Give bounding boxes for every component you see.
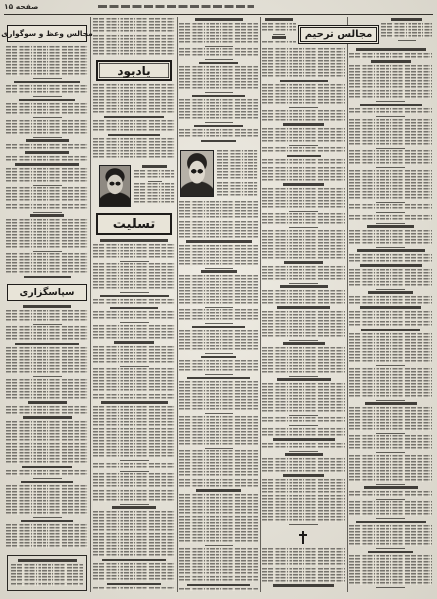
notice-separator [376, 148, 405, 149]
notice-body-text [6, 524, 88, 548]
notice-body-text [6, 347, 88, 374]
notice-name-line [19, 99, 75, 102]
notice-body-text [179, 129, 258, 138]
column-text-region [11, 559, 83, 587]
notice-name-line [284, 261, 323, 264]
notice-body-text [93, 120, 175, 132]
notice-name-line [14, 81, 80, 84]
notice-name-line [186, 240, 252, 243]
notice-name-line [283, 123, 324, 126]
notice-separator [289, 340, 318, 341]
notice-name-line [364, 486, 418, 489]
notice-separator [376, 212, 405, 213]
notice-body-text [179, 588, 258, 591]
column-text-region [349, 48, 432, 591]
notice-body-text [179, 548, 258, 575]
column-text-region [6, 46, 88, 280]
notice-separator [289, 425, 318, 426]
notice-body-text [93, 244, 175, 259]
notice-separator [205, 268, 233, 269]
notice-separator [289, 283, 318, 284]
notice-separator [205, 92, 233, 93]
notice-name-line [192, 326, 245, 329]
notice-name-line [100, 239, 168, 242]
notice-body-text [262, 84, 345, 105]
notice-separator [120, 504, 149, 505]
notice-name-line [285, 453, 323, 456]
notice-body-text [349, 501, 432, 516]
notice-body-text [93, 587, 175, 590]
notice-name-line [199, 62, 238, 65]
notice-name-line [100, 295, 169, 298]
notice-separator [33, 78, 62, 79]
notice-body-text [179, 309, 258, 321]
notice-body-text [349, 90, 432, 99]
notice-name-line [110, 307, 158, 310]
section-heading-condolence-gatherings [298, 25, 379, 44]
notice-name-line [273, 584, 334, 587]
notice-separator [33, 251, 62, 252]
notice-separator [33, 96, 62, 97]
notice-body-text [93, 463, 175, 469]
section-heading-text: مجالس وعظ و سوگواری [1, 29, 93, 38]
column-text-region [262, 548, 345, 591]
notice-name-line [360, 104, 422, 107]
header-rule [4, 14, 433, 15]
column-text-region [93, 18, 175, 57]
notice-body-text [262, 188, 345, 209]
notice-separator [205, 413, 233, 414]
notice-separator [289, 451, 318, 452]
notice-body-text [349, 368, 432, 398]
notice-body-text [262, 428, 345, 437]
notice-separator [376, 116, 405, 117]
notice-name-line [101, 401, 168, 404]
section-heading-text: سپاسگزاری [19, 287, 75, 298]
notice-body-text [6, 156, 88, 162]
column-text-region [6, 305, 88, 552]
notice-body-text [93, 563, 175, 581]
notice-body-text [93, 263, 175, 290]
notice-name-line [25, 151, 69, 154]
notice-body-text [179, 221, 258, 239]
column-text-region [179, 18, 258, 146]
notice-body-text [262, 128, 345, 143]
notice-body-text [93, 533, 175, 557]
notice-body-text [262, 266, 345, 281]
notice-body-text [349, 555, 432, 585]
notice-body-text [262, 23, 296, 32]
page-number: صفحه ۱۵ [4, 2, 39, 11]
notice-separator [33, 517, 62, 518]
notice-body-text [262, 479, 345, 494]
notice-separator [120, 471, 149, 472]
notice-body-text [93, 325, 175, 340]
notice-separator [120, 292, 149, 293]
notice-name-line [201, 356, 236, 359]
notice-body-text [6, 85, 88, 94]
notice-separator [376, 452, 405, 453]
notice-body-text [6, 379, 88, 400]
notice-name-line [18, 559, 77, 562]
notice-body-text [349, 296, 432, 305]
notice-separator [376, 400, 405, 401]
notice-name-line [280, 285, 328, 288]
notice-name-line [356, 48, 426, 51]
notice-name-line [391, 18, 422, 21]
notice-body-text [179, 48, 258, 57]
notice-body-text [349, 525, 432, 546]
notice-body-text [349, 311, 432, 320]
notice-body-text [134, 170, 175, 179]
notice-name-line [196, 489, 241, 492]
notice-name-line [15, 343, 79, 346]
notice-body-text [179, 416, 258, 446]
notice-name-line [371, 60, 411, 63]
notice-name-line [26, 139, 69, 142]
notice-body-text [349, 204, 432, 210]
section-heading-condolences [96, 213, 172, 235]
notice-name-line [22, 466, 72, 469]
notice-separator [205, 448, 233, 449]
notice-separator [33, 117, 62, 118]
notice-body-text [349, 150, 432, 165]
notice-separator [398, 40, 416, 41]
notice-body-text [93, 84, 175, 114]
notice-body-text [262, 443, 345, 449]
column-text-region [262, 18, 296, 45]
notice-body-text [179, 360, 258, 372]
notice-body-text [349, 269, 432, 287]
notice-separator [205, 307, 233, 308]
notice-body-text [262, 417, 345, 423]
column-text-region [381, 18, 432, 45]
notice-separator [120, 460, 149, 461]
notice-name-line [283, 474, 324, 477]
notice-body-text [93, 35, 175, 56]
notice-name-line [192, 95, 245, 98]
notice-name-line [194, 125, 243, 128]
notice-separator [289, 376, 318, 377]
notice-body-text [6, 485, 88, 515]
notice-name-line [187, 584, 250, 587]
notice-separator [205, 59, 233, 60]
notice-name-line [107, 583, 161, 586]
column-text-region [134, 165, 175, 207]
notice-body-text [179, 479, 258, 488]
notice-body-text [93, 428, 175, 458]
notice-body-text [179, 576, 258, 582]
notice-body-text [381, 23, 432, 38]
notice-separator [205, 46, 233, 47]
notice-body-text [349, 321, 432, 327]
notice-name-line [21, 481, 73, 484]
column-text-region [179, 201, 258, 591]
notice-body-text [134, 183, 175, 204]
notice-body-text [262, 159, 345, 165]
notice-body-text [93, 511, 175, 532]
notice-body-text [179, 330, 258, 351]
notice-separator [148, 181, 162, 182]
notice-name-line [283, 183, 324, 186]
notice-body-text [262, 383, 345, 413]
section-heading-thanks [7, 284, 87, 301]
notice-body-text [93, 368, 175, 392]
notice-body-text [93, 490, 175, 502]
notice-separator [376, 289, 405, 290]
notice-name-line [360, 306, 421, 309]
notice-name-line [24, 276, 71, 279]
column-text-region [93, 84, 175, 161]
notice-separator [376, 167, 405, 168]
notice-body-text [349, 435, 432, 450]
notice-name-line [287, 155, 321, 158]
notice-body-text [179, 275, 258, 305]
notice-name-line [283, 342, 325, 345]
notice-body-text [93, 138, 175, 159]
notice-body-text [179, 66, 258, 90]
notice-body-text [262, 311, 345, 338]
notice-name-line [187, 377, 250, 380]
notice-body-text [349, 119, 432, 146]
notice-body-text [349, 491, 432, 497]
notice-body-text [262, 110, 345, 122]
notice-separator [289, 145, 318, 146]
notice-name-line [357, 249, 425, 252]
section-heading-text: یادبود [117, 63, 151, 78]
notice-separator [376, 247, 405, 248]
notice-name-line [30, 214, 64, 217]
notice-body-text [179, 23, 258, 44]
notice-separator [33, 185, 62, 186]
notice-body-text [179, 99, 258, 120]
notice-separator [289, 524, 318, 525]
notice-separator [376, 518, 405, 519]
notice-body-text [262, 290, 345, 305]
notice-body-text [349, 407, 432, 431]
notice-separator [33, 324, 62, 325]
notice-body-text [349, 108, 432, 114]
notice-body-text [217, 150, 258, 180]
notice-name-line [201, 140, 236, 143]
notice-separator [33, 137, 62, 138]
portrait-photo [99, 165, 131, 207]
column-rule [347, 17, 348, 592]
notice-name-line [15, 163, 79, 166]
notice-body-text [93, 299, 175, 305]
notice-body-text [349, 215, 432, 221]
notice-body-text [349, 53, 432, 59]
notice-separator [273, 34, 285, 35]
notice-separator [205, 323, 233, 324]
column-text-region [262, 48, 345, 528]
notice-body-text [6, 46, 88, 76]
notice-body-text [6, 470, 88, 476]
column-rule [260, 17, 261, 592]
notice-body-text [262, 48, 345, 78]
notice-name-line [104, 116, 164, 119]
notice-separator [376, 484, 405, 485]
notice-body-text [6, 204, 88, 210]
notice-body-text [179, 516, 258, 543]
section-heading-memorial [96, 60, 172, 81]
notice-name-line [365, 402, 417, 405]
notice-body-text [179, 381, 258, 411]
notice-separator [120, 366, 149, 367]
notice-separator [205, 545, 233, 546]
column-rule [90, 17, 91, 592]
notice-separator [376, 433, 405, 434]
framed-notice [7, 555, 87, 591]
notice-body-text [93, 394, 175, 400]
notice-body-text [262, 41, 296, 44]
notice-body-text [93, 406, 175, 427]
notice-body-text [262, 568, 345, 583]
notice-body-text [6, 310, 88, 322]
notice-body-text [6, 219, 88, 249]
column-rule [177, 17, 178, 592]
notice-body-text [262, 347, 345, 374]
notice-name-line [21, 520, 73, 523]
notice-body-text [6, 144, 88, 150]
notice-body-text [179, 201, 258, 219]
notice-body-text [262, 458, 345, 473]
notice-separator [376, 101, 405, 102]
notice-name-line [277, 378, 331, 381]
notice-body-text [6, 253, 88, 274]
dateline-print [98, 5, 254, 8]
notice-body-text [6, 168, 88, 183]
notice-body-text [6, 443, 88, 464]
notice-separator [33, 212, 62, 213]
notice-body-text [349, 170, 432, 200]
notice-separator [376, 223, 405, 224]
notice-name-line [273, 438, 335, 441]
notice-name-line [201, 270, 237, 273]
notice-separator [120, 261, 149, 262]
notice-body-text [179, 494, 258, 515]
notice-name-line [368, 291, 413, 294]
notice-body-text [179, 450, 258, 477]
notice-body-text [349, 230, 432, 245]
notice-name-line [368, 551, 413, 554]
notice-name-line [272, 36, 286, 39]
notice-separator [205, 122, 233, 123]
notice-separator [33, 376, 62, 377]
notice-body-text [6, 326, 88, 341]
notice-separator [205, 374, 233, 375]
notice-name-line [142, 165, 167, 168]
notice-name-line [108, 134, 160, 137]
notice-separator [289, 211, 318, 212]
notice-separator [33, 478, 62, 479]
notice-name-line [356, 521, 426, 524]
notice-body-text [93, 473, 175, 488]
notice-name-line [361, 329, 420, 332]
cross-icon [299, 531, 307, 544]
section-heading-sermon-mourning [1, 25, 93, 42]
notice-body-text [93, 311, 175, 320]
notice-body-text [6, 421, 88, 442]
notice-separator [376, 202, 405, 203]
notice-name-line [112, 506, 156, 509]
notice-separator [289, 107, 318, 108]
notice-name-line [114, 341, 154, 344]
notice-name-line [277, 306, 330, 309]
column-text-region [93, 239, 175, 591]
notice-body-text [6, 103, 88, 115]
notice-body-text [11, 564, 83, 582]
notice-name-line [23, 416, 72, 419]
notice-separator [376, 499, 405, 500]
notice-separator [289, 227, 318, 228]
notice-body-text [11, 583, 83, 586]
column-text-region [217, 150, 258, 197]
notice-name-line [102, 559, 166, 562]
notice-name-line [367, 225, 414, 228]
notice-body-text [262, 495, 345, 522]
notice-body-text [93, 18, 175, 33]
notice-body-text [349, 455, 432, 482]
notice-separator [376, 587, 405, 588]
notice-name-line [280, 80, 328, 83]
notice-body-text [179, 245, 258, 266]
notice-name-line [28, 401, 67, 404]
notice-name-line [265, 18, 293, 21]
notice-separator [205, 353, 233, 354]
notice-body-text [262, 147, 345, 153]
portrait-photo [180, 150, 214, 197]
notice-body-text [217, 182, 258, 197]
notice-body-text [6, 406, 88, 415]
notice-name-line [23, 305, 71, 308]
notice-name-line [360, 264, 422, 267]
notice-separator [289, 415, 318, 416]
notice-name-line [195, 18, 243, 21]
section-heading-text: مجالس ترحیم [304, 29, 373, 40]
notice-body-text [6, 187, 88, 202]
notice-separator [120, 322, 149, 323]
notice-body-text [349, 65, 432, 89]
notice-body-text [262, 167, 345, 182]
notice-body-text [262, 548, 345, 566]
notice-separator [376, 548, 405, 549]
notice-body-text [262, 230, 345, 260]
notice-body-text [262, 213, 345, 225]
notice-body-text [93, 346, 175, 364]
notice-body-text [6, 120, 88, 135]
notice-separator [376, 365, 405, 366]
section-heading-text: تسلیت [112, 216, 156, 232]
notice-body-text [349, 254, 432, 263]
notice-body-text [349, 333, 432, 363]
